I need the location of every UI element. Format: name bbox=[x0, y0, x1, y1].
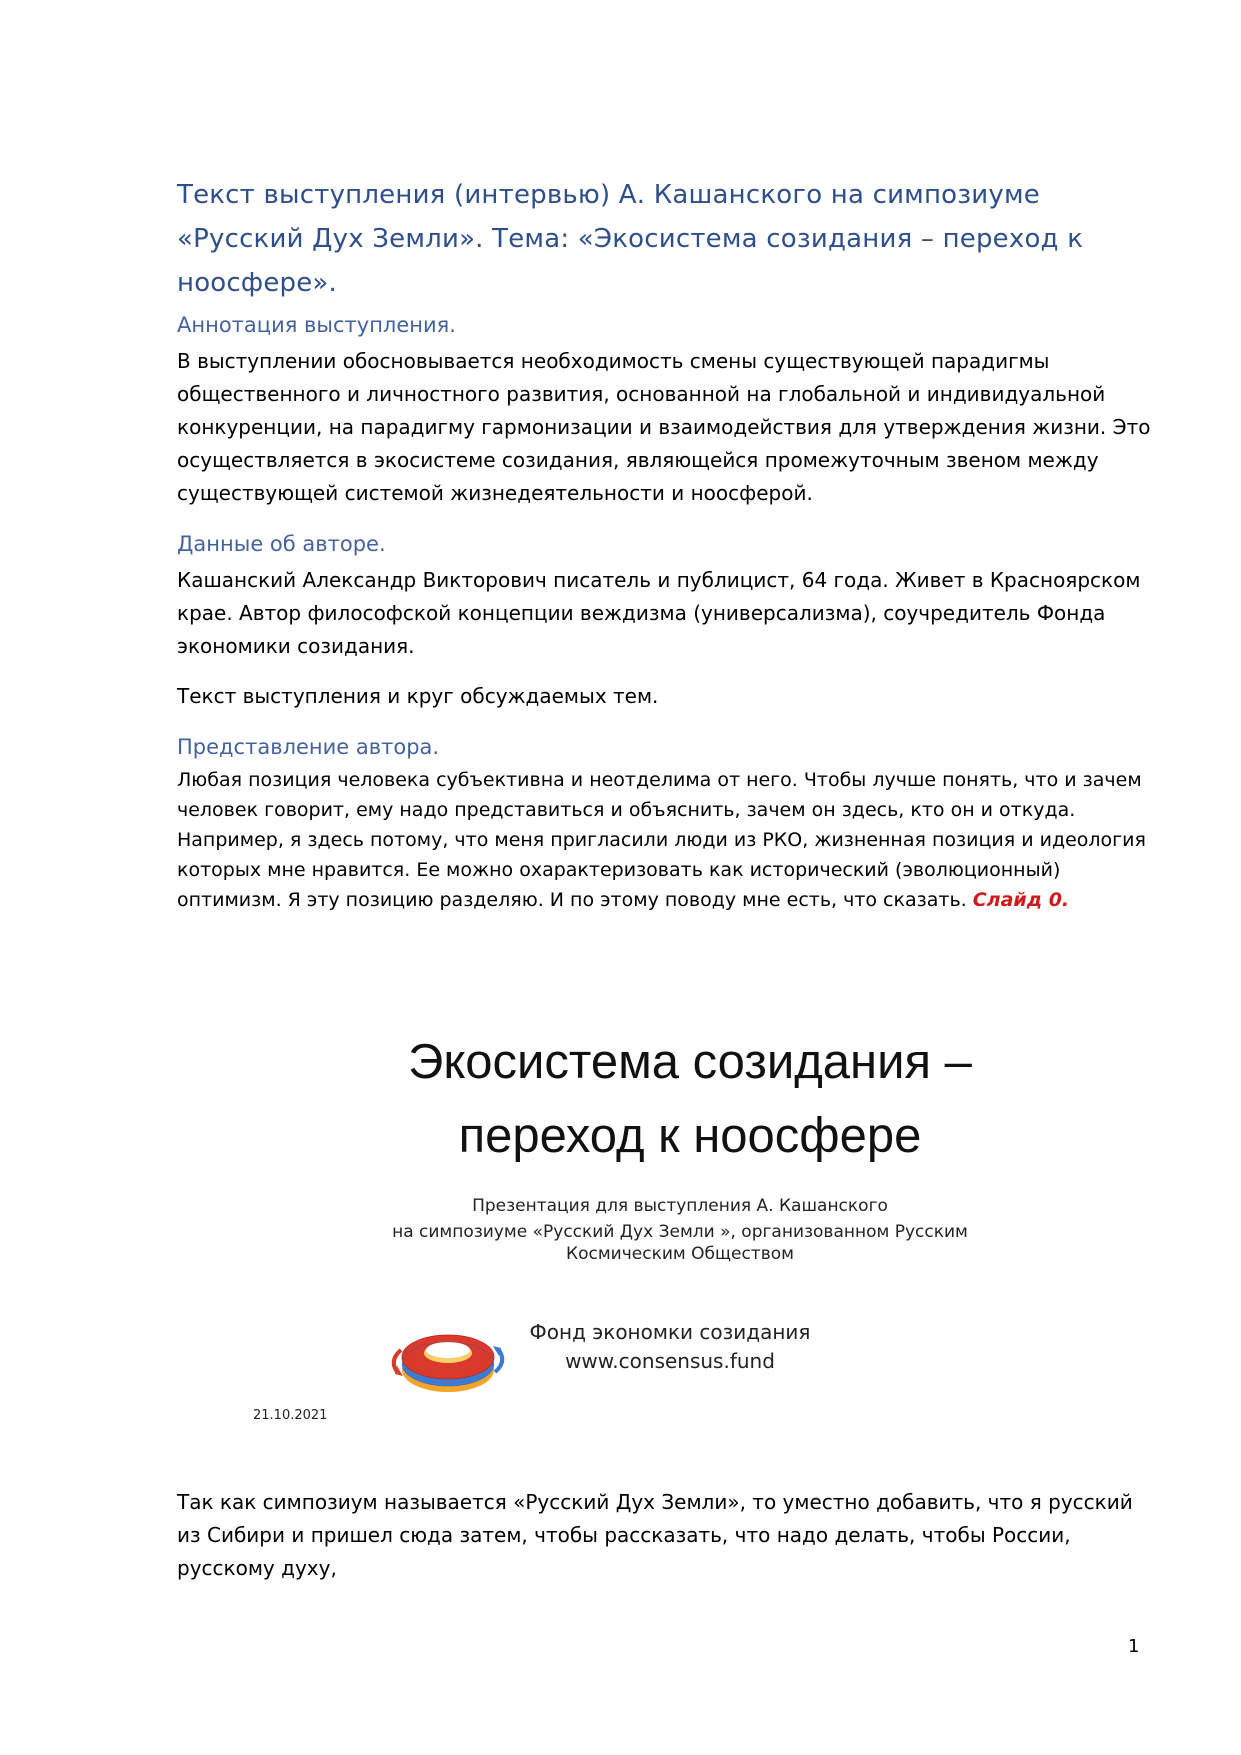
document-title: Текст выступления (интервью) А. Кашанского на симпозиуме «Русский Дух Земли». Тема: «Экосистема созидания – переход к ноосфере». bbox=[177, 180, 1084, 298]
author-text: Кашанский Александр Викторович писатель и публицист, 64 года. Живет в Красноярском крае. Автор философской концепции веждизма (универсализма), соучредитель Фонда экономики созидания. bbox=[177, 568, 1141, 658]
fund-block bbox=[520, 1318, 820, 1376]
page-number: 1 bbox=[1128, 1636, 1140, 1657]
slide-ref: Слайд 0. bbox=[972, 889, 1070, 911]
intro-heading: Представление автора. bbox=[177, 735, 440, 759]
slide-subtitle-line-1: Презентация для выступления А. Кашанского bbox=[472, 1196, 888, 1216]
slide-title bbox=[250, 1032, 1130, 1166]
slide-subtitle-line-2: на симпозиуме «Русский Дух Земли », организованном Русским bbox=[392, 1222, 968, 1242]
fund-url: www.consensus.fund bbox=[565, 1349, 775, 1373]
intro-paragraph bbox=[177, 765, 1167, 915]
slide-date: 21.10.2021 bbox=[253, 1408, 328, 1423]
slide-title-line-1: Экосистема созидания – bbox=[408, 1035, 972, 1089]
slide-subtitle bbox=[280, 1195, 1080, 1265]
slide-subtitle-line-3: Космическим Обществом bbox=[566, 1244, 794, 1264]
closing-text: Так как симпозиум называется «Русский Дух Земли», то уместно добавить, что я русский из Сибири и пришел сюда затем, чтобы рассказать, что надо делать, чтобы России, русскому духу, bbox=[177, 1490, 1133, 1580]
torus-logo-icon bbox=[387, 1320, 509, 1396]
intro-text: Любая позиция человека субъективна и неотделима от него. Чтобы лучше понять, что и зачем человек говорит, ему надо представиться и объяснить, зачем он здесь, кто он и откуда. Например, я здесь потому, что меня пригласили люди из РКО, жизненная позиция и идеология которых мне нравится. Ее можно охарактеризовать как исторический (эволюционный) оптимизм. Я эту позицию разделяю. И по этому поводу мне есть, что сказать. bbox=[177, 769, 1146, 911]
fund-name: Фонд экономки созидания bbox=[529, 1320, 811, 1344]
speech-topics: Текст выступления и круг обсуждаемых тем. bbox=[177, 684, 659, 708]
annotation-text: В выступлении обосновывается необходимость смены существующей парадигмы общественного и личностного развития, основанной на глобальной и индивидуальной конкуренции, на парадигму гармонизации и взаимодействия для утверждения жизни. Это осуществляется в экосистеме созидания, являющейся промежуточным звеном между существующей системой жизнедеятельности и ноосферой. bbox=[177, 349, 1151, 505]
annotation-heading: Аннотация выступления. bbox=[177, 313, 456, 337]
slide-title-line-2: переход к ноосфере bbox=[458, 1109, 922, 1163]
author-heading: Данные об авторе. bbox=[177, 532, 386, 556]
